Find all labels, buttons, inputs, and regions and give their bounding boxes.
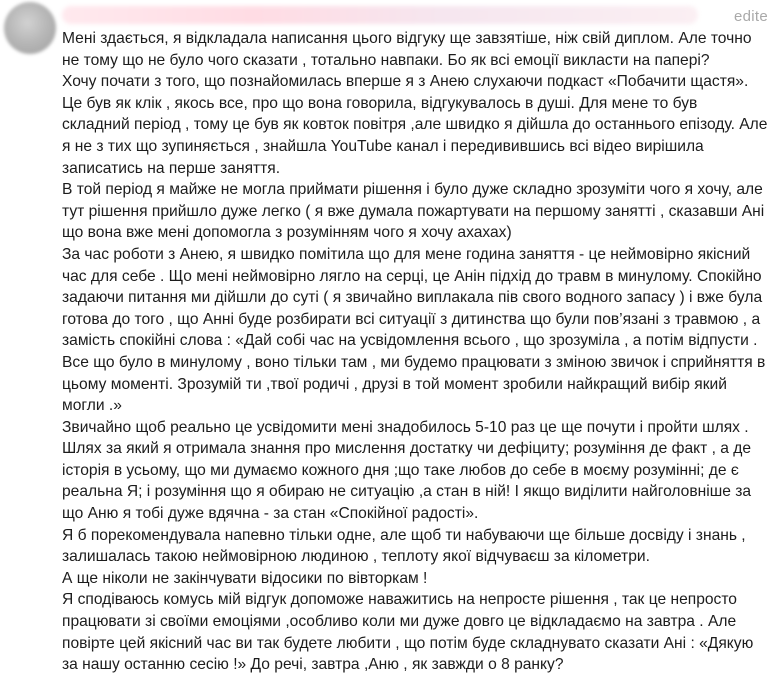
comment-paragraph: За час роботи з Анею, я швидко помітила що для мене година заняття - це неймовірно якісний час для себе . Що мені неймовірно лягло на серці, це Анін підхід до травм в минулому. Спокійно задаючи питання ми дійшли до суті ( я звичайно виплакала пів свого водного запасу ) і вже була готова до того , що Анні буде розбирати всі ситуації з дитинства що були пов’язані з травмою , а замість спокійні слова : «Дай собі час на усвідомлення всього , що зрозуміла , а потім відпусти . Все що було в минулому , воно тільки там , ми будемо працювати з зміною звичок і сприйняття в цьому моменті. Зрозумій ти ,твої родичі , друзі в той момент зробили найкращий вибір який могли .» bbox=[62, 245, 766, 415]
comment-paragraph: В той період я майже не могла приймати рішення і було дуже складно зрозуміти чого я хочу, але тут рішення прийшло дуже легко ( я вже думала пожартувати на першому занятті , сказавши Ані що вона вже мені допомогла з розумінням чого я хочу ахахах) bbox=[62, 181, 765, 242]
comment-paragraph: А ще ніколи не закінчувати відосики по вівторкам ! bbox=[62, 569, 428, 587]
comment-body bbox=[62, 28, 768, 676]
comment-paragraph: Мені здається, я відкладала написання цього відгуку ще завзятіше, ніж свій диплом. Але точно не тому що не було чого сказати , тотально навпаки. Бо як всі емоції викласти на папері? bbox=[62, 30, 752, 69]
comment-paragraph: Звичайно щоб реально це усвідомити мені знадобилось 5-10 раз це ще почути і пройти шлях . Шлях за який я отримала знання про мислення достатку чи дефіциту; розуміння де факт , а де історія в усьому, що ми думаємо кожного дня ;що таке любов до себе в моєму розумінні; де є реальна Я; і розуміння що я обираю не ситуацію ,а стан в ній! І якщо виділити найголовніше за що Аню я тобі дуже вдячна - за стан «Спокійної радості». bbox=[62, 418, 752, 523]
avatar[interactable] bbox=[4, 2, 56, 54]
author-name-redacted bbox=[62, 6, 698, 24]
comment-paragraph: Я б порекомендувала напевно тільки одне, але щоб ти набуваючи ще більше досвіду і знань , залишалась такою неймовірною людиною , теплоту якої відчуваєш за кілометри. bbox=[62, 526, 746, 566]
comment-paragraph: Хочу почати з того, що познайомилась вперше я з Анею слухаючи подкаст «Побачити щастя». Це був як клік , якось все, про що вона говорила, відгукувалось в душі. Для мене то був складний період , тому це був як ковток повітря ,але швидко я дійшла до останнього епізоду. Але я не з тих що зупиняється , знайшла YouTube канал і передивившись всі відео вирішила записатись на перше заняття. bbox=[62, 73, 768, 177]
comment-paragraph: Я сподіваюсь комусь мій відгук допоможе наважитись на непросте рішення , так це непросто працювати зі своїми емоціями ,особливо коли ми дуже довго це відкладаємо на завтра . Але повірте цей якісний час ви так будете любити , що потім буде складнувато сказати Ані : «Дякую за нашу останню сесію !» До речі, завтра ,Аню , як завжди о 8 ранку? bbox=[62, 591, 754, 674]
edited-label[interactable]: edite bbox=[733, 8, 768, 25]
